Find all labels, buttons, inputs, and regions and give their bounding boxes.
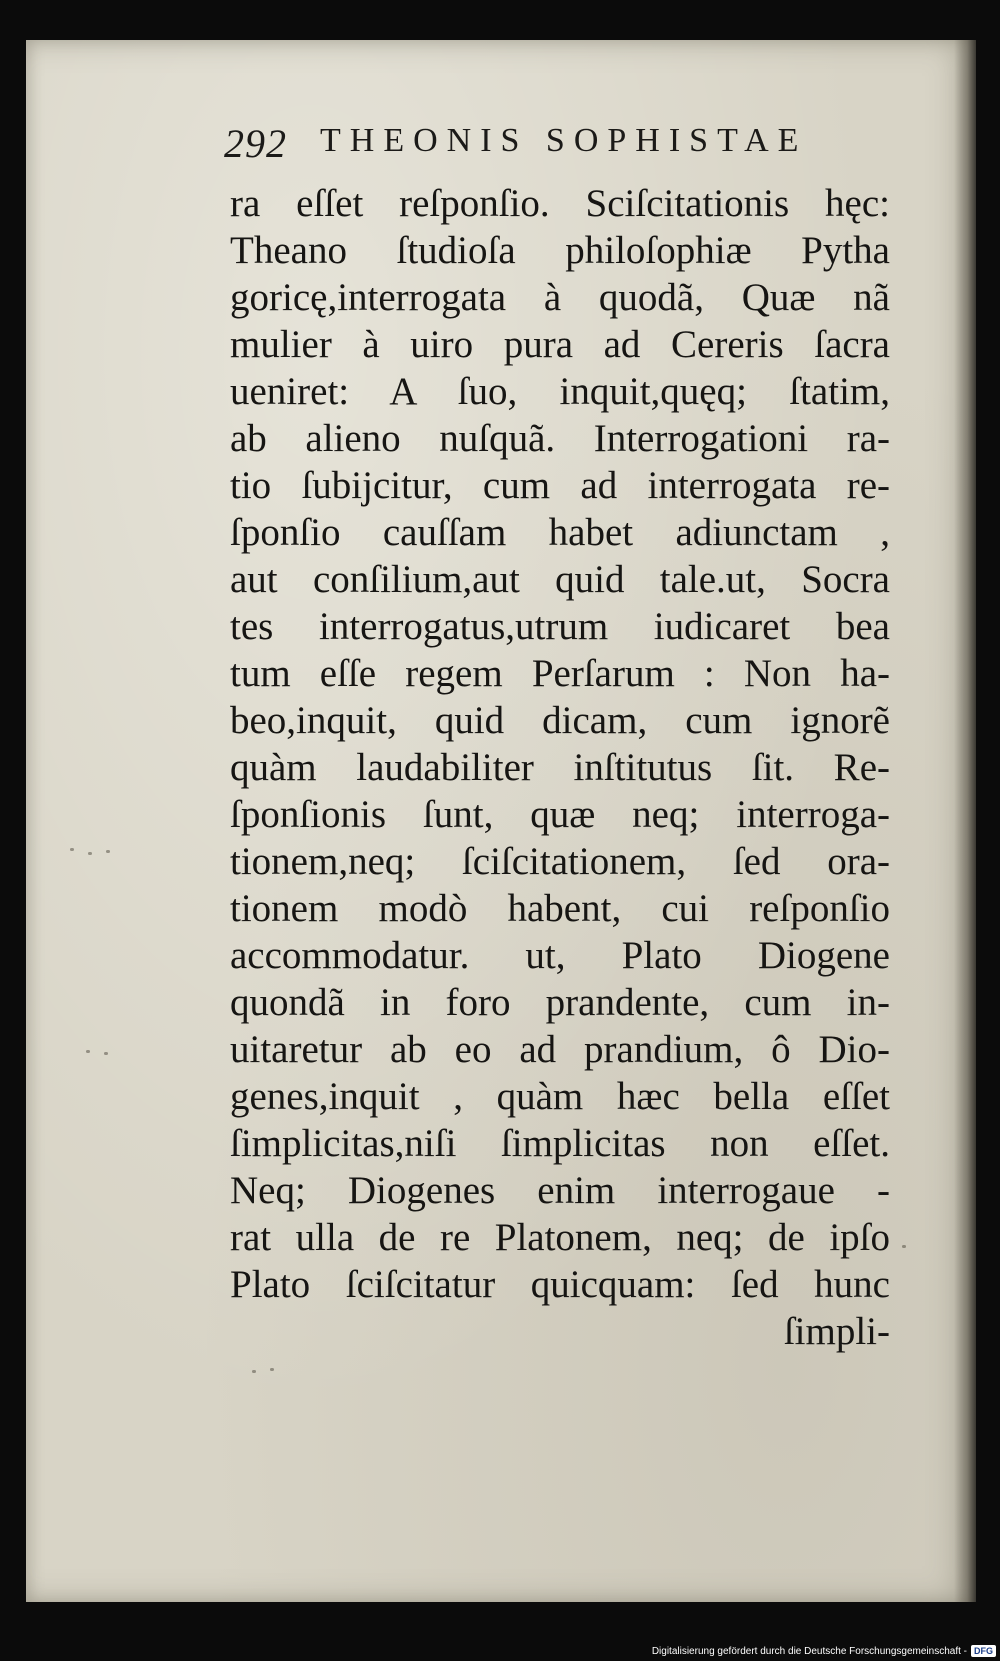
speck [70, 848, 74, 851]
body-text [230, 180, 890, 1355]
speck [902, 1245, 906, 1248]
catchword: ſimpli- [783, 1310, 890, 1353]
credit-text: Digitalisierung gefördert durch die Deutsche Forschungsgemeinschaft - [651, 1645, 967, 1657]
speck [104, 1052, 108, 1055]
text-line: tes interrogatus,utrum iudicaret bea [230, 605, 890, 648]
text-line: goricę,interrogata à quodã, Quæ nã [230, 276, 890, 319]
text-line: ſimplicitas,niſi ſimplicitas non eſſet. [230, 1122, 890, 1165]
text-line: quondã in foro prandente, cum in- [230, 981, 890, 1024]
book-page [26, 40, 976, 1602]
speck [252, 1370, 256, 1373]
text-line: uitaretur ab eo ad prandium, ô Dio- [230, 1028, 890, 1071]
text-line: Plato ſciſcitatur quicquam: ſed hunc [230, 1263, 890, 1306]
text-line: Neq; Diogenes enim interrogaue - [230, 1169, 890, 1212]
speck [88, 852, 92, 855]
text-line: accommodatur. ut, Plato Diogene [230, 934, 890, 977]
speck [86, 1050, 90, 1053]
text-line: ra eſſet reſponſio. Sciſcitationis hęc: [230, 182, 890, 225]
speck [270, 1368, 274, 1371]
running-title: THEONIS SOPHISTAE [320, 122, 808, 159]
text-line: ueniret: A ſuo, inquit,quęq; ſtatim, [230, 370, 890, 413]
dfg-logo: DFG [971, 1645, 996, 1657]
text-line: mulier à uiro pura ad Cereris ſacra [230, 323, 890, 366]
text-line: beo,inquit, quid dicam, cum ignorẽ [230, 699, 890, 742]
speck [106, 850, 110, 853]
text-line: ab alieno nuſquã. Interrogationi ra- [230, 417, 890, 460]
text-line: tio ſubijcitur, cum ad interrogata re- [230, 464, 890, 507]
page-edge-shadow [954, 40, 976, 1602]
text-line: tionem,neq; ſciſcitationem, ſed ora- [230, 840, 890, 883]
text-line: genes,inquit , quàm hæc bella eſſet [230, 1075, 890, 1118]
text-line: Theano ſtudioſa philoſophiæ Pytha [230, 229, 890, 272]
digitization-credit [652, 1643, 996, 1659]
text-line: quàm laudabiliter inſtitutus ſit. Re- [230, 746, 890, 789]
text-line: tum eſſe regem Perſarum : Non ha- [230, 652, 890, 695]
page-number: 292 [224, 121, 287, 166]
text-line: rat ulla de re Platonem, neq; de ipſo [230, 1216, 890, 1259]
text-line: ſponſio cauſſam habet adiunctam , [230, 511, 890, 554]
running-head [224, 112, 884, 172]
text-line: tionem modò habent, cui reſponſio [230, 887, 890, 930]
text-line: aut conſilium,aut quid tale.ut, Socra [230, 558, 890, 601]
text-line: ſponſionis ſunt, quæ neq; interroga- [230, 793, 890, 836]
